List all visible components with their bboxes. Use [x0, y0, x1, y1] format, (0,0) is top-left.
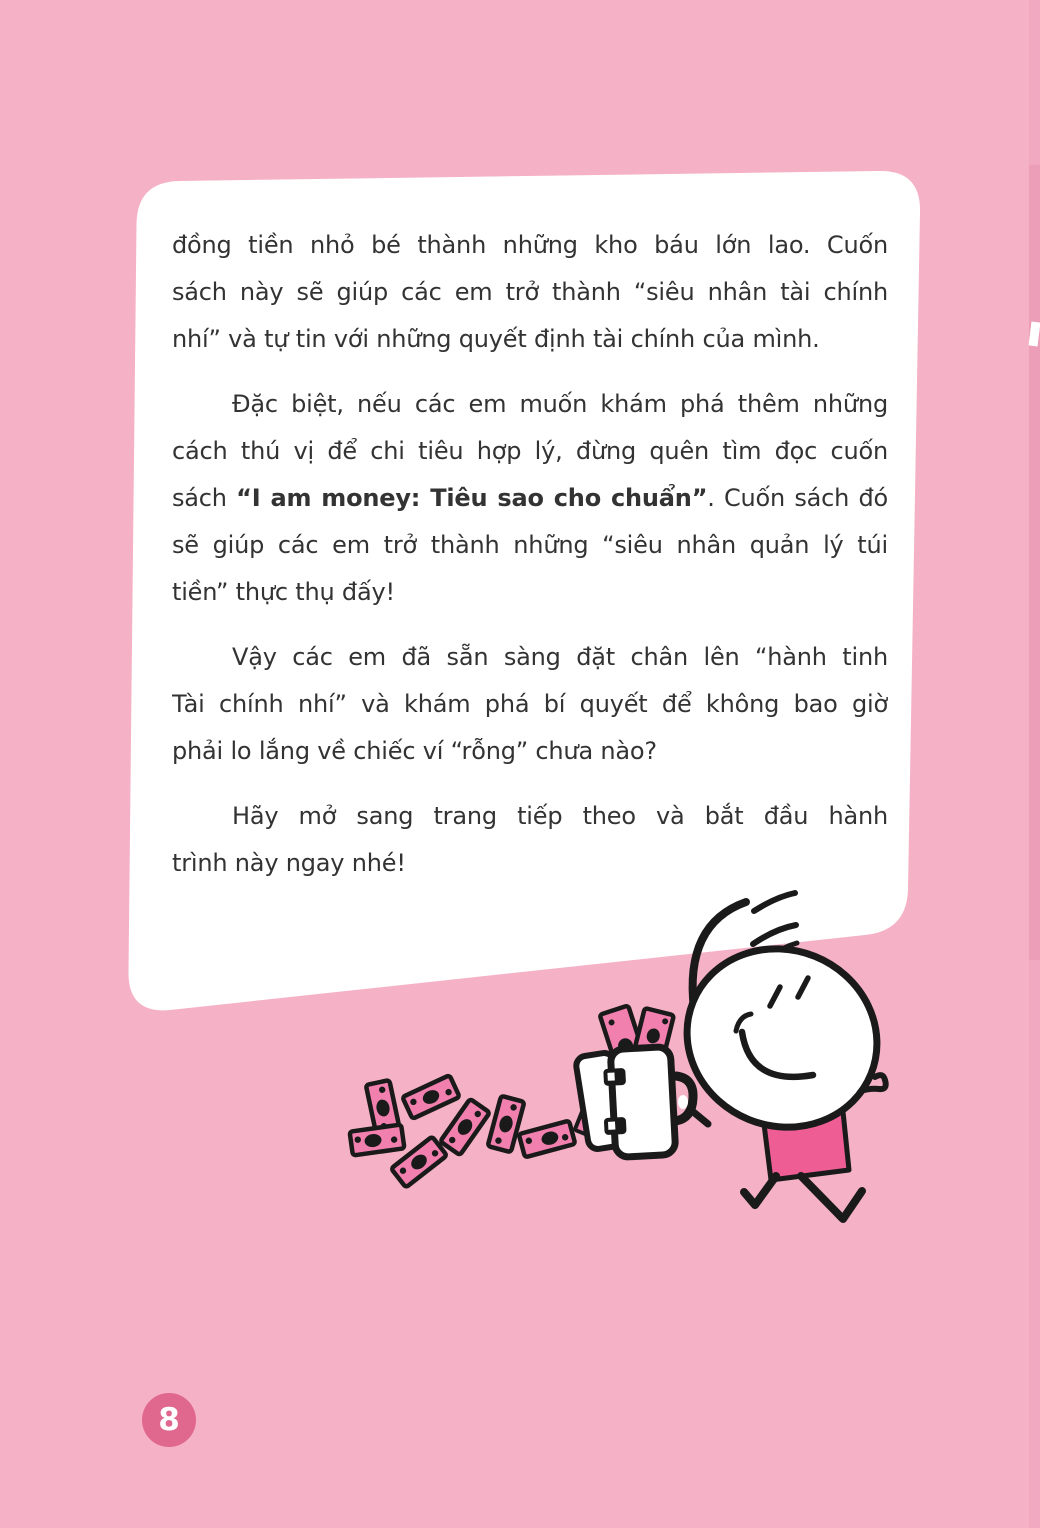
- back-leg: [744, 1176, 776, 1205]
- text-segment: Hãy mở sang trang tiếp theo và bắt đầu hành: [232, 802, 888, 830]
- banknote-icon: [488, 1096, 525, 1152]
- text-segment: tiền” thực thụ đấy!: [172, 578, 395, 606]
- book-title-bold: “I am money: Tiêu sao cho chuẩn”: [236, 484, 708, 512]
- front-leg: [801, 1176, 862, 1219]
- text-segment: sẽ giúp các em trở thành những “siêu nhân quản lý túi: [172, 531, 888, 559]
- text-segment: trình này ngay nhé!: [172, 849, 406, 877]
- banknote-icon: [402, 1075, 459, 1119]
- text-segment: sách: [172, 484, 237, 512]
- hand-knuckle: [678, 1095, 688, 1109]
- wallet-right-panel: [610, 1047, 676, 1158]
- text-segment: phải lo lắng về chiếc ví “rỗng” chưa nào?: [172, 737, 657, 765]
- text-segment: đồng tiền nhỏ bé thành những kho báu lớn lao. Cuốn: [172, 231, 888, 259]
- money-bills: [350, 1075, 576, 1187]
- banknote-icon: [519, 1121, 575, 1158]
- text-segment: . Cuốn sách đó: [707, 484, 888, 512]
- page-number: 8: [158, 1401, 180, 1438]
- banknote-icon: [440, 1099, 489, 1155]
- text-segment: nhí” và tự tin với những quyết định tài chính của mình.: [172, 325, 820, 353]
- banknote-icon: [350, 1124, 405, 1155]
- page-number-badge: [142, 1393, 196, 1447]
- running-kid-figure: [660, 893, 904, 1219]
- text-segment: Vậy các em đã sẵn sàng đặt chân lên “hành tinh: [232, 643, 888, 671]
- text-segment: Đặc biệt, nếu các em muốn khám phá thêm những: [232, 390, 888, 418]
- arm-to-wallet: [691, 1110, 708, 1124]
- text-segment: sách này sẽ giúp các em trở thành “siêu nhân tài chính: [172, 278, 888, 306]
- text-segment: Tài chính nhí” và khám phá bí quyết để không bao giờ: [172, 690, 888, 718]
- text-segment: cách thú vị để chi tiêu hợp lý, đừng quên tìm đọc cuốn: [172, 437, 888, 465]
